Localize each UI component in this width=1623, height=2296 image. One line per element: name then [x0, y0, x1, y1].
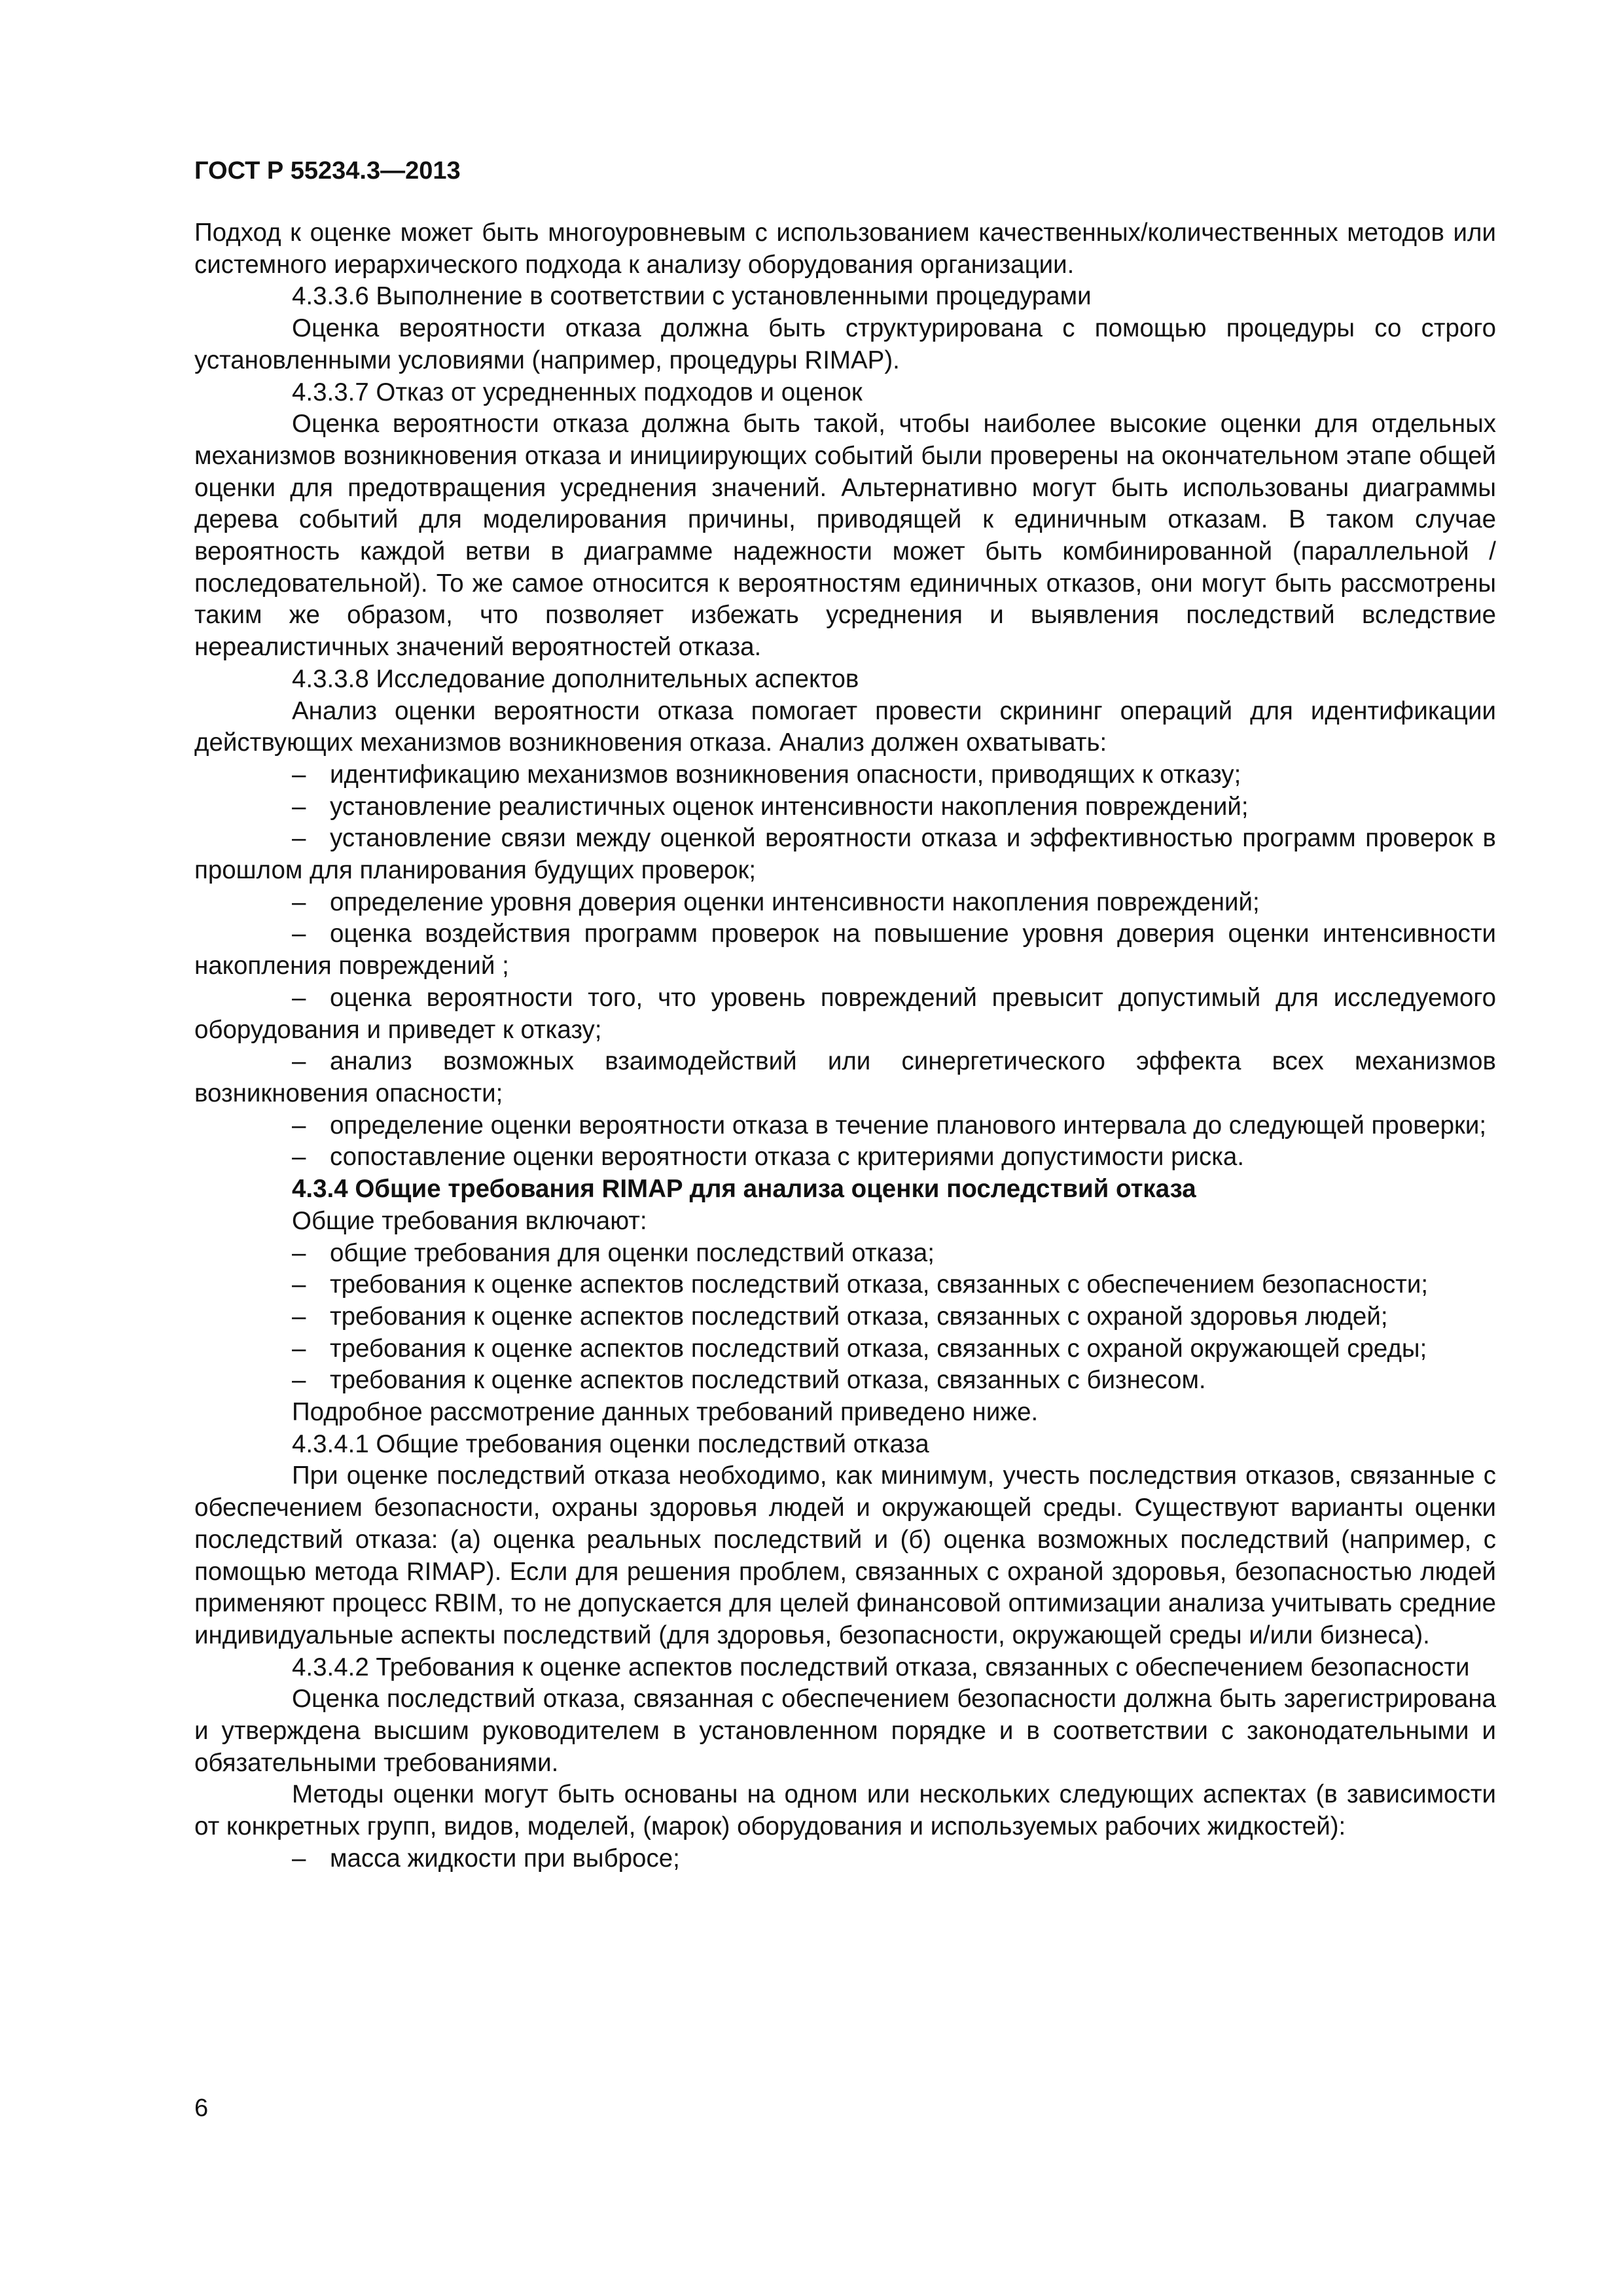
- paragraph: Общие требования включают:: [292, 1206, 647, 1235]
- paragraph: Оценка вероятности отказа должна быть такой, чтобы наиболее высокие оценки для отдельных механизмов возникновения отказа и инициирующих событий были проверены на окончательном этапе общей оценки для предотвращения усреднения значений. Альтернативно могут быть использованы диаграммы дерева событий для моделирования причины, приводящей к единичным отказам. В таком случае вероятность каждой ветви в диаграмме надежности может быть комбинированной (параллельной /последовательной). То же самое относится к вероятностям единичных отказов, они могут быть рассмотрены таким же образом, что позволяет избежать усреднения и выявления последствий вследствие нереалистичных значений вероятностей отказа.: [194, 410, 1496, 662]
- list-item-text: оценка вероятности того, что уровень повреждений превысит допустимый для исследуемого оборудования и приведет к отказу;: [194, 983, 1496, 1044]
- list-item: [194, 1843, 1496, 1875]
- document-body: [194, 217, 1496, 1875]
- dash-marker: –: [292, 824, 306, 853]
- list-item: [194, 1110, 1496, 1142]
- list-item: [194, 887, 1496, 919]
- paragraph: Подробное рассмотрение данных требований приведено ниже.: [292, 1398, 1039, 1427]
- document-header: ГОСТ Р 55234.3—2013: [194, 157, 461, 185]
- list-item-text: сопоставление оценки вероятности отказа с критериями допустимости риска.: [330, 1143, 1245, 1172]
- list-item-text: определение оценки вероятности отказа в течение планового интервала до следующей проверки;: [330, 1111, 1487, 1139]
- list-item-text: анализ возможных взаимодействий или синергетического эффекта всех механизмов возникновения опасности;: [194, 1047, 1496, 1107]
- dash-marker: –: [292, 760, 306, 789]
- dash-marker: –: [292, 983, 306, 1012]
- paragraph: Методы оценки могут быть основаны на одном или нескольких следующих аспектах (в зависимости от конкретных групп, видов, моделей, (марок) оборудования и используемых рабочих жидкостей):: [194, 1780, 1496, 1841]
- list-item: [194, 1365, 1496, 1397]
- page-number: 6: [194, 2094, 209, 2122]
- section-heading: 4.3.3.7 Отказ от усредненных подходов и оценок: [292, 378, 863, 406]
- list-item: [194, 791, 1496, 823]
- list-item: [194, 1141, 1496, 1174]
- paragraph: Оценка вероятности отказа должна быть структурирована с помощью процедуры со строго установленными условиями (например, процедуры RIMAP).: [194, 314, 1496, 374]
- dash-marker: –: [292, 1270, 306, 1299]
- dash-marker: –: [292, 1111, 306, 1139]
- section-heading: 4.3.4.1 Общие требования оценки последствий отказа: [292, 1429, 929, 1458]
- paragraph: Анализ оценки вероятности отказа помогает провести скрининг операций для идентификации действующих механизмов возникновения отказа. Анализ должен охватывать:: [194, 696, 1496, 757]
- section-heading: 4.3.4.2 Требования к оценке аспектов последствий отказа, связанных с обеспечением безопасности: [292, 1653, 1470, 1681]
- list-item-text: общие требования для оценки последствий отказа;: [330, 1238, 935, 1267]
- dash-marker: –: [292, 920, 306, 948]
- list-item-text: требования к оценке аспектов последствий отказа, связанных с обеспечением безопасности;: [330, 1270, 1429, 1299]
- list-item-text: установление реалистичных оценок интенсивности накопления повреждений;: [330, 792, 1249, 821]
- list-item-text: определение уровня доверия оценки интенсивности накопления повреждений;: [330, 888, 1260, 916]
- list-item: [194, 982, 1496, 1046]
- list-item-text: установление связи между оценкой вероятности отказа и эффективностью программ проверок в прошлом для планирования будущих проверок;: [194, 824, 1496, 885]
- paragraph: Подход к оценке может быть многоуровневым с использованием качественных/количественных методов или системного иерархического подхода к анализу оборудования организации.: [194, 219, 1496, 279]
- section-heading: 4.3.3.8 Исследование дополнительных аспектов: [292, 664, 859, 693]
- dash-marker: –: [292, 1302, 306, 1331]
- dash-marker: –: [292, 1047, 306, 1076]
- bold-section-heading: 4.3.4 Общие требования RIMAP для анализа оценки последствий отказа: [292, 1175, 1196, 1204]
- list-item: [194, 759, 1496, 791]
- dash-marker: –: [292, 1238, 306, 1267]
- dash-marker: –: [292, 1143, 306, 1172]
- list-item-text: требования к оценке аспектов последствий отказа, связанных с охраной здоровья людей;: [330, 1302, 1388, 1331]
- list-item: [194, 1046, 1496, 1109]
- list-item: [194, 1269, 1496, 1301]
- paragraph: При оценке последствий отказа необходимо, как минимум, учесть последствия отказов, связанные с обеспечением безопасности, охраны здоровья людей и окружающей среды. Существуют варианты оценки последствий отказа: (а) оценка реальных последствий и (б) оценка возможных последствий (например, с помощью метода RIMAP). Если для решения проблем, связанных с охраной здоровья, безопасностью людей применяют процесс RBIM, то не допускается для целей финансовой оптимизации анализа учитывать средние индивидуальные аспекты последствий (для здоровья, безопасности, окружающей среды и/или бизнеса).: [194, 1462, 1496, 1649]
- list-item: [194, 1238, 1496, 1270]
- dash-marker: –: [292, 1366, 306, 1395]
- section-heading: 4.3.3.6 Выполнение в соответствии с установленными процедурами: [292, 282, 1092, 311]
- dash-marker: –: [292, 1844, 306, 1873]
- list-item: [194, 823, 1496, 886]
- list-item-text: оценка воздействия программ проверок на повышение уровня доверия оценки интенсивности накопления повреждений ;: [194, 920, 1496, 980]
- dash-marker: –: [292, 792, 306, 821]
- dash-marker: –: [292, 1334, 306, 1363]
- list-item-text: масса жидкости при выбросе;: [330, 1844, 680, 1873]
- list-item: [194, 1301, 1496, 1333]
- paragraph: Оценка последствий отказа, связанная с обеспечением безопасности должна быть зарегистрирована и утверждена высшим руководителем в установленном порядке и в соответствии с законодательными и обязательными требованиями.: [194, 1685, 1496, 1777]
- list-item: [194, 918, 1496, 982]
- list-item-text: требования к оценке аспектов последствий отказа, связанных с охраной окружающей среды;: [330, 1334, 1427, 1363]
- list-item-text: идентификацию механизмов возникновения опасности, приводящих к отказу;: [330, 760, 1241, 789]
- dash-marker: –: [292, 888, 306, 916]
- list-item: [194, 1333, 1496, 1365]
- list-item-text: требования к оценке аспектов последствий отказа, связанных с бизнесом.: [330, 1366, 1206, 1395]
